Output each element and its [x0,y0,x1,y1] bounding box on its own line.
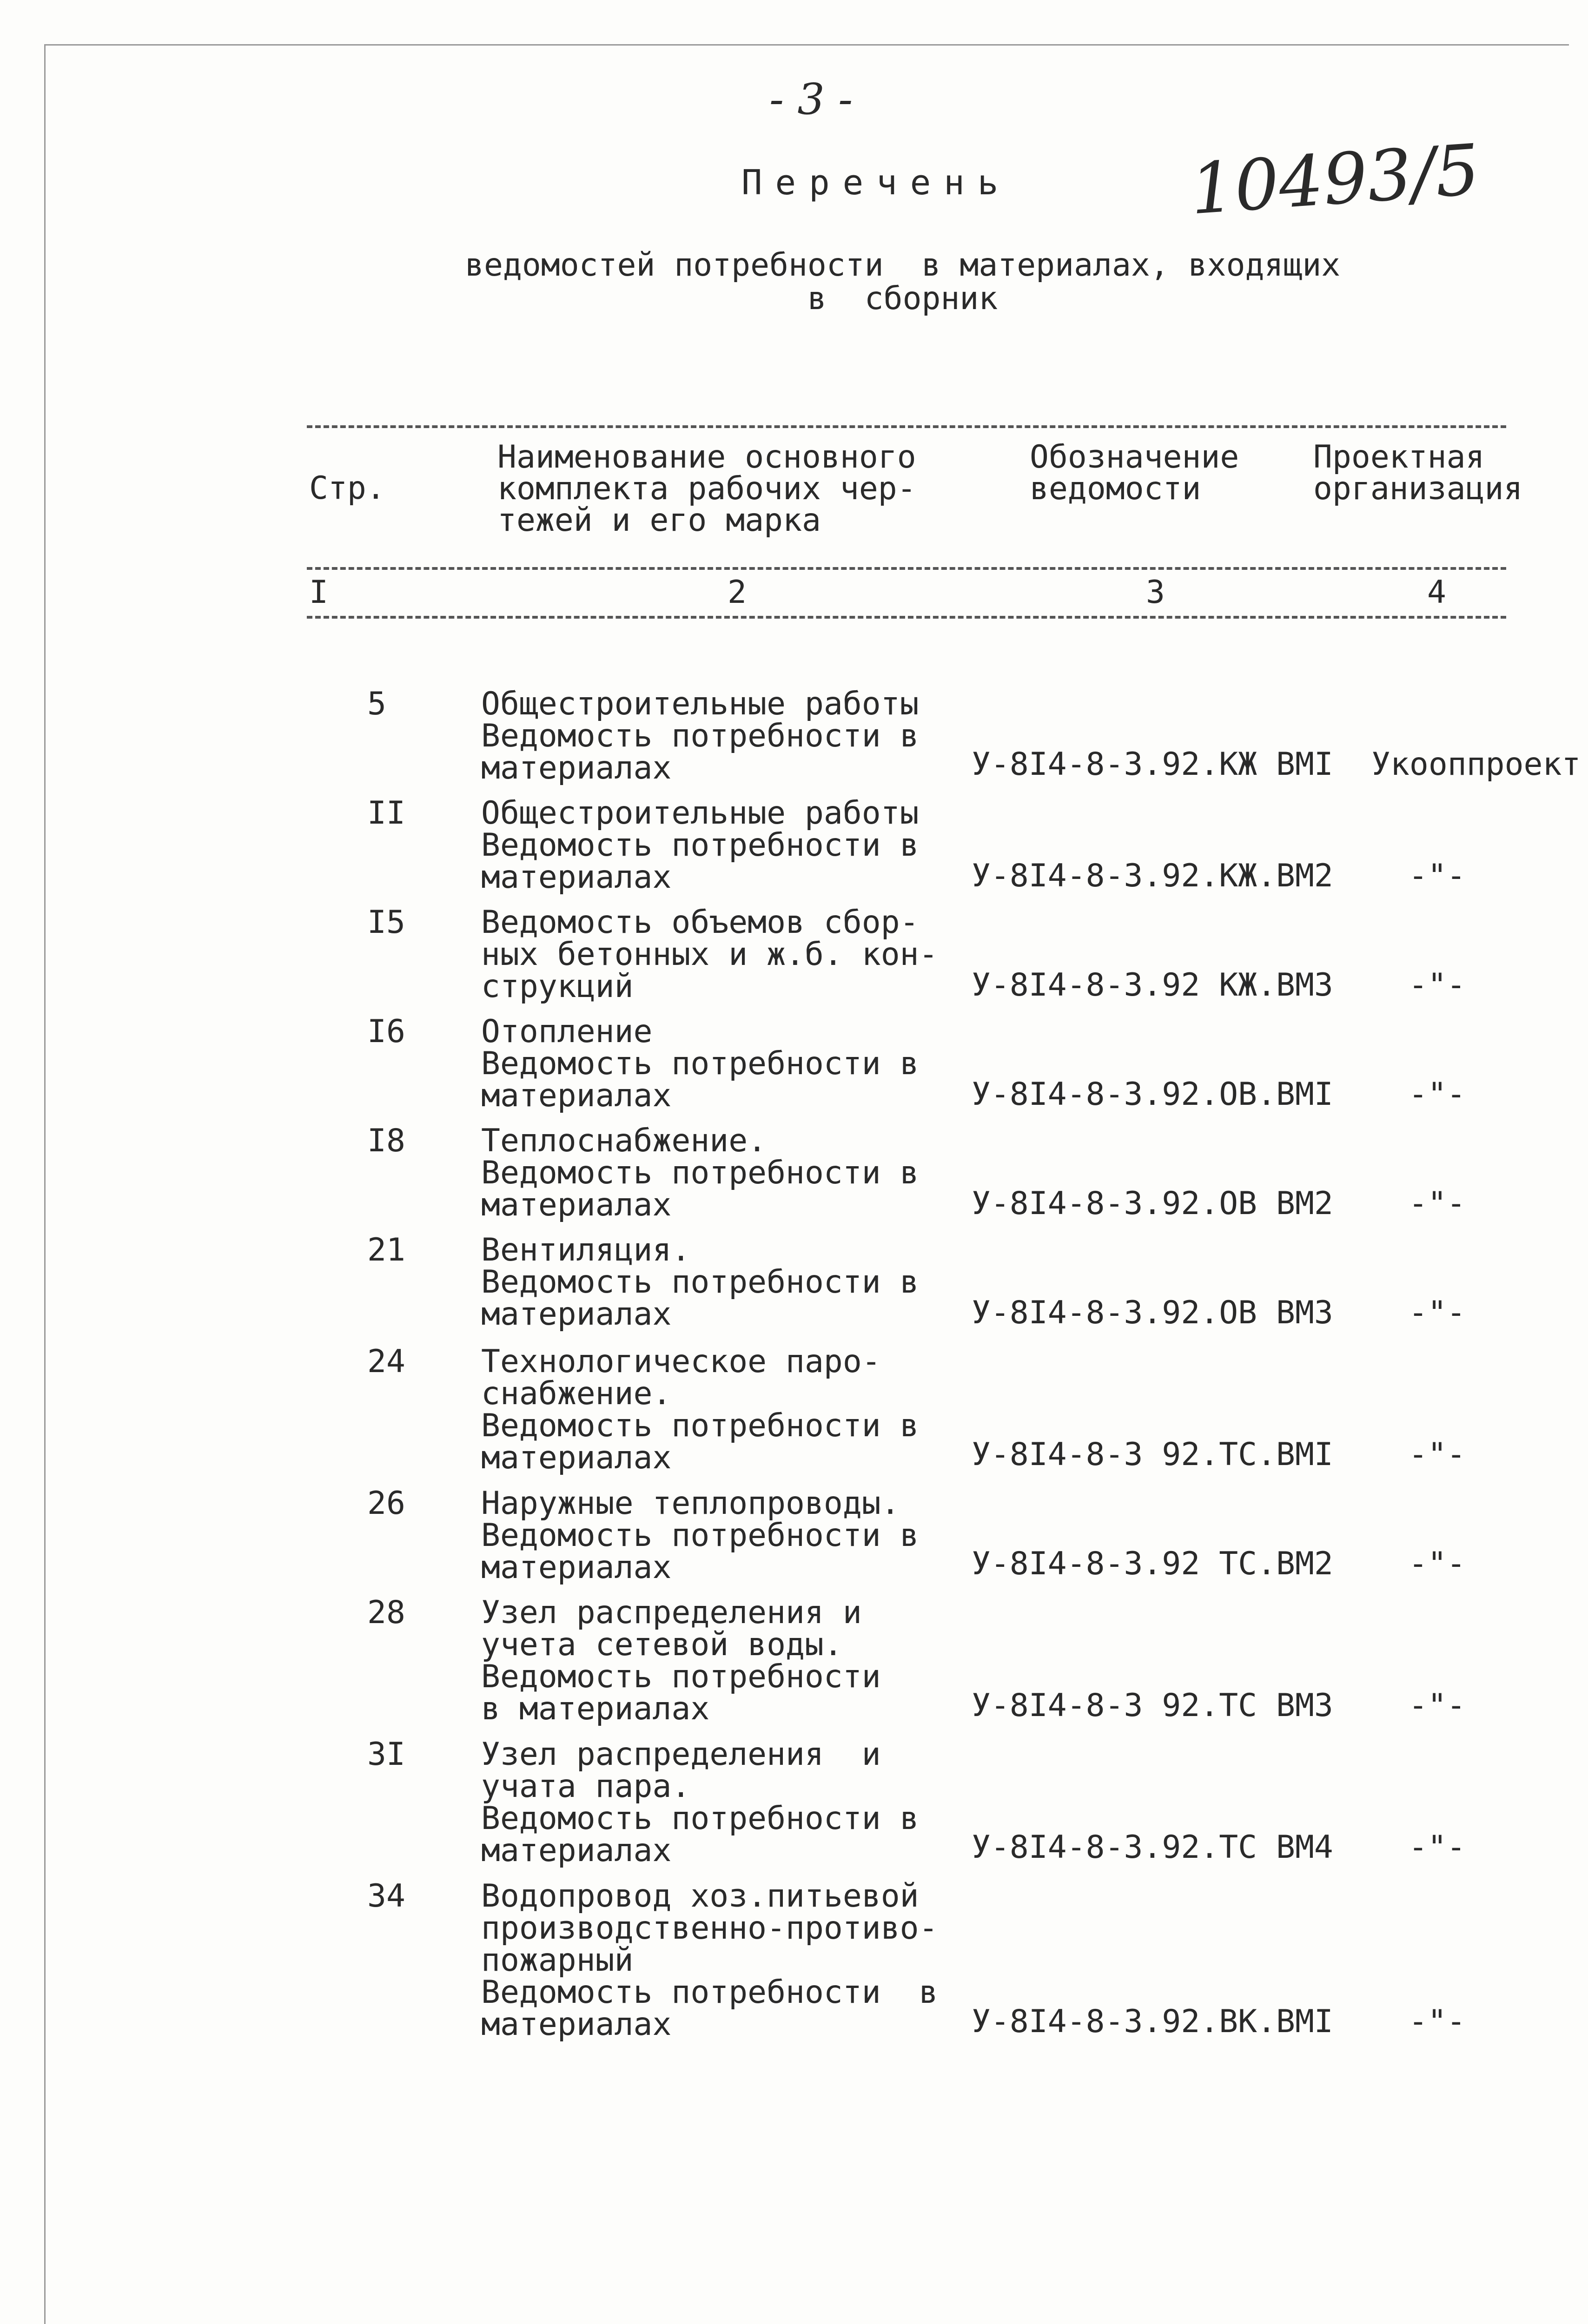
row-name: Водопровод хоз.питьевой производственно-противо- пожарный Ведомость потребности в материалах [481,1878,938,2043]
row-org: -"- [1409,2003,1466,2040]
row-name: Технологическое паро- снабжение. Ведомость потребности в материалах [481,1343,919,1476]
header-code: Обозначение ведомости [1030,439,1239,507]
page-edge-top [44,44,1569,46]
header-page: Стр. [309,470,385,507]
row-code: У-8I4-8-3.92.КЖ.ВМ2 [972,858,1333,894]
row-name: Общестроительные работы Ведомость потребности в материалах [481,686,919,786]
row-org: -"- [1409,1829,1466,1866]
header-name: Наименование основного комплекта рабочих чер- тежей и его марка [497,439,916,539]
row-page: 28 [367,1594,405,1631]
row-code: У-8I4-8-3.92.ОВ ВМ3 [972,1294,1333,1331]
page-edge-left [44,44,46,2324]
row-page: I5 [367,904,405,941]
row-org: Укооппроект [1371,746,1581,783]
row-name: Наружные теплопроводы. Ведомость потребности в материалах [481,1485,919,1586]
row-page: I6 [367,1013,405,1050]
row-name: Ведомость объемов сбор- ных бетонных и ж.б. кон- струкций [481,904,938,1005]
row-page: 5 [367,686,386,722]
table-rule-top [307,425,1506,428]
document-title: Перечень [741,163,1012,203]
row-page: 26 [367,1485,405,1522]
row-org: -"- [1409,1076,1466,1113]
column-number-2: 2 [728,574,747,611]
row-name: Вентиляция. Ведомость потребности в материалах [481,1232,919,1333]
row-code: У-8I4-8-3.92.ОВ ВМ2 [972,1185,1333,1222]
row-code: У-8I4-8-3 92.ТС ВМ3 [972,1687,1333,1724]
row-org: -"- [1409,1185,1466,1222]
row-code: У-8I4-8-3.92.ТС ВМ4 [972,1829,1333,1866]
row-page: I8 [367,1122,405,1159]
handwritten-number: 10493/5 [1187,129,1482,231]
row-name: Теплоснабжение. Ведомость потребности в материалах [481,1122,919,1223]
row-name: Узел распределения и учета сетевой воды. Ведомость потребности в материалах [481,1594,881,1727]
row-name: Общестроительные работы Ведомость потребности в материалах [481,795,919,896]
row-page: 21 [367,1232,405,1268]
row-code: У-8I4-8-3.92 ТС.ВМ2 [972,1545,1333,1582]
column-number-3: 3 [1146,574,1165,611]
column-number-4: 4 [1427,574,1446,611]
row-code: У-8I4-8-3.92.ВК.ВМI [972,2003,1333,2040]
header-org: Проектная организация [1313,439,1523,507]
row-name: Узел распределения и учата пара. Ведомость потребности в материалах [481,1736,919,1869]
row-org: -"- [1409,967,1466,1004]
row-org: -"- [1409,1545,1466,1582]
row-page: 34 [367,1878,405,1915]
column-number-1: I [309,574,328,611]
row-page: 3I [367,1736,405,1773]
page-number: - 3 - [769,74,853,124]
row-code: У-8I4-8-3.92.КЖ ВМI [972,746,1333,783]
row-code: У-8I4-8-3 92.ТС.ВМI [972,1436,1333,1473]
row-code: У-8I4-8-3.92.ОВ.ВМI [972,1076,1333,1113]
row-org: -"- [1409,858,1466,894]
row-page: 24 [367,1343,405,1380]
row-org: -"- [1409,1687,1466,1724]
row-code: У-8I4-8-3.92 КЖ.ВМ3 [972,967,1333,1004]
document-subtitle: ведомостей потребности в материалах, входящих в сборник [465,247,1341,317]
table-rule-middle [307,567,1506,570]
row-org: -"- [1409,1294,1466,1331]
row-org: -"- [1409,1436,1466,1473]
table-rule-bottom [307,616,1506,619]
row-name: Отопление Ведомость потребности в материалах [481,1013,919,1114]
row-page: II [367,795,405,832]
